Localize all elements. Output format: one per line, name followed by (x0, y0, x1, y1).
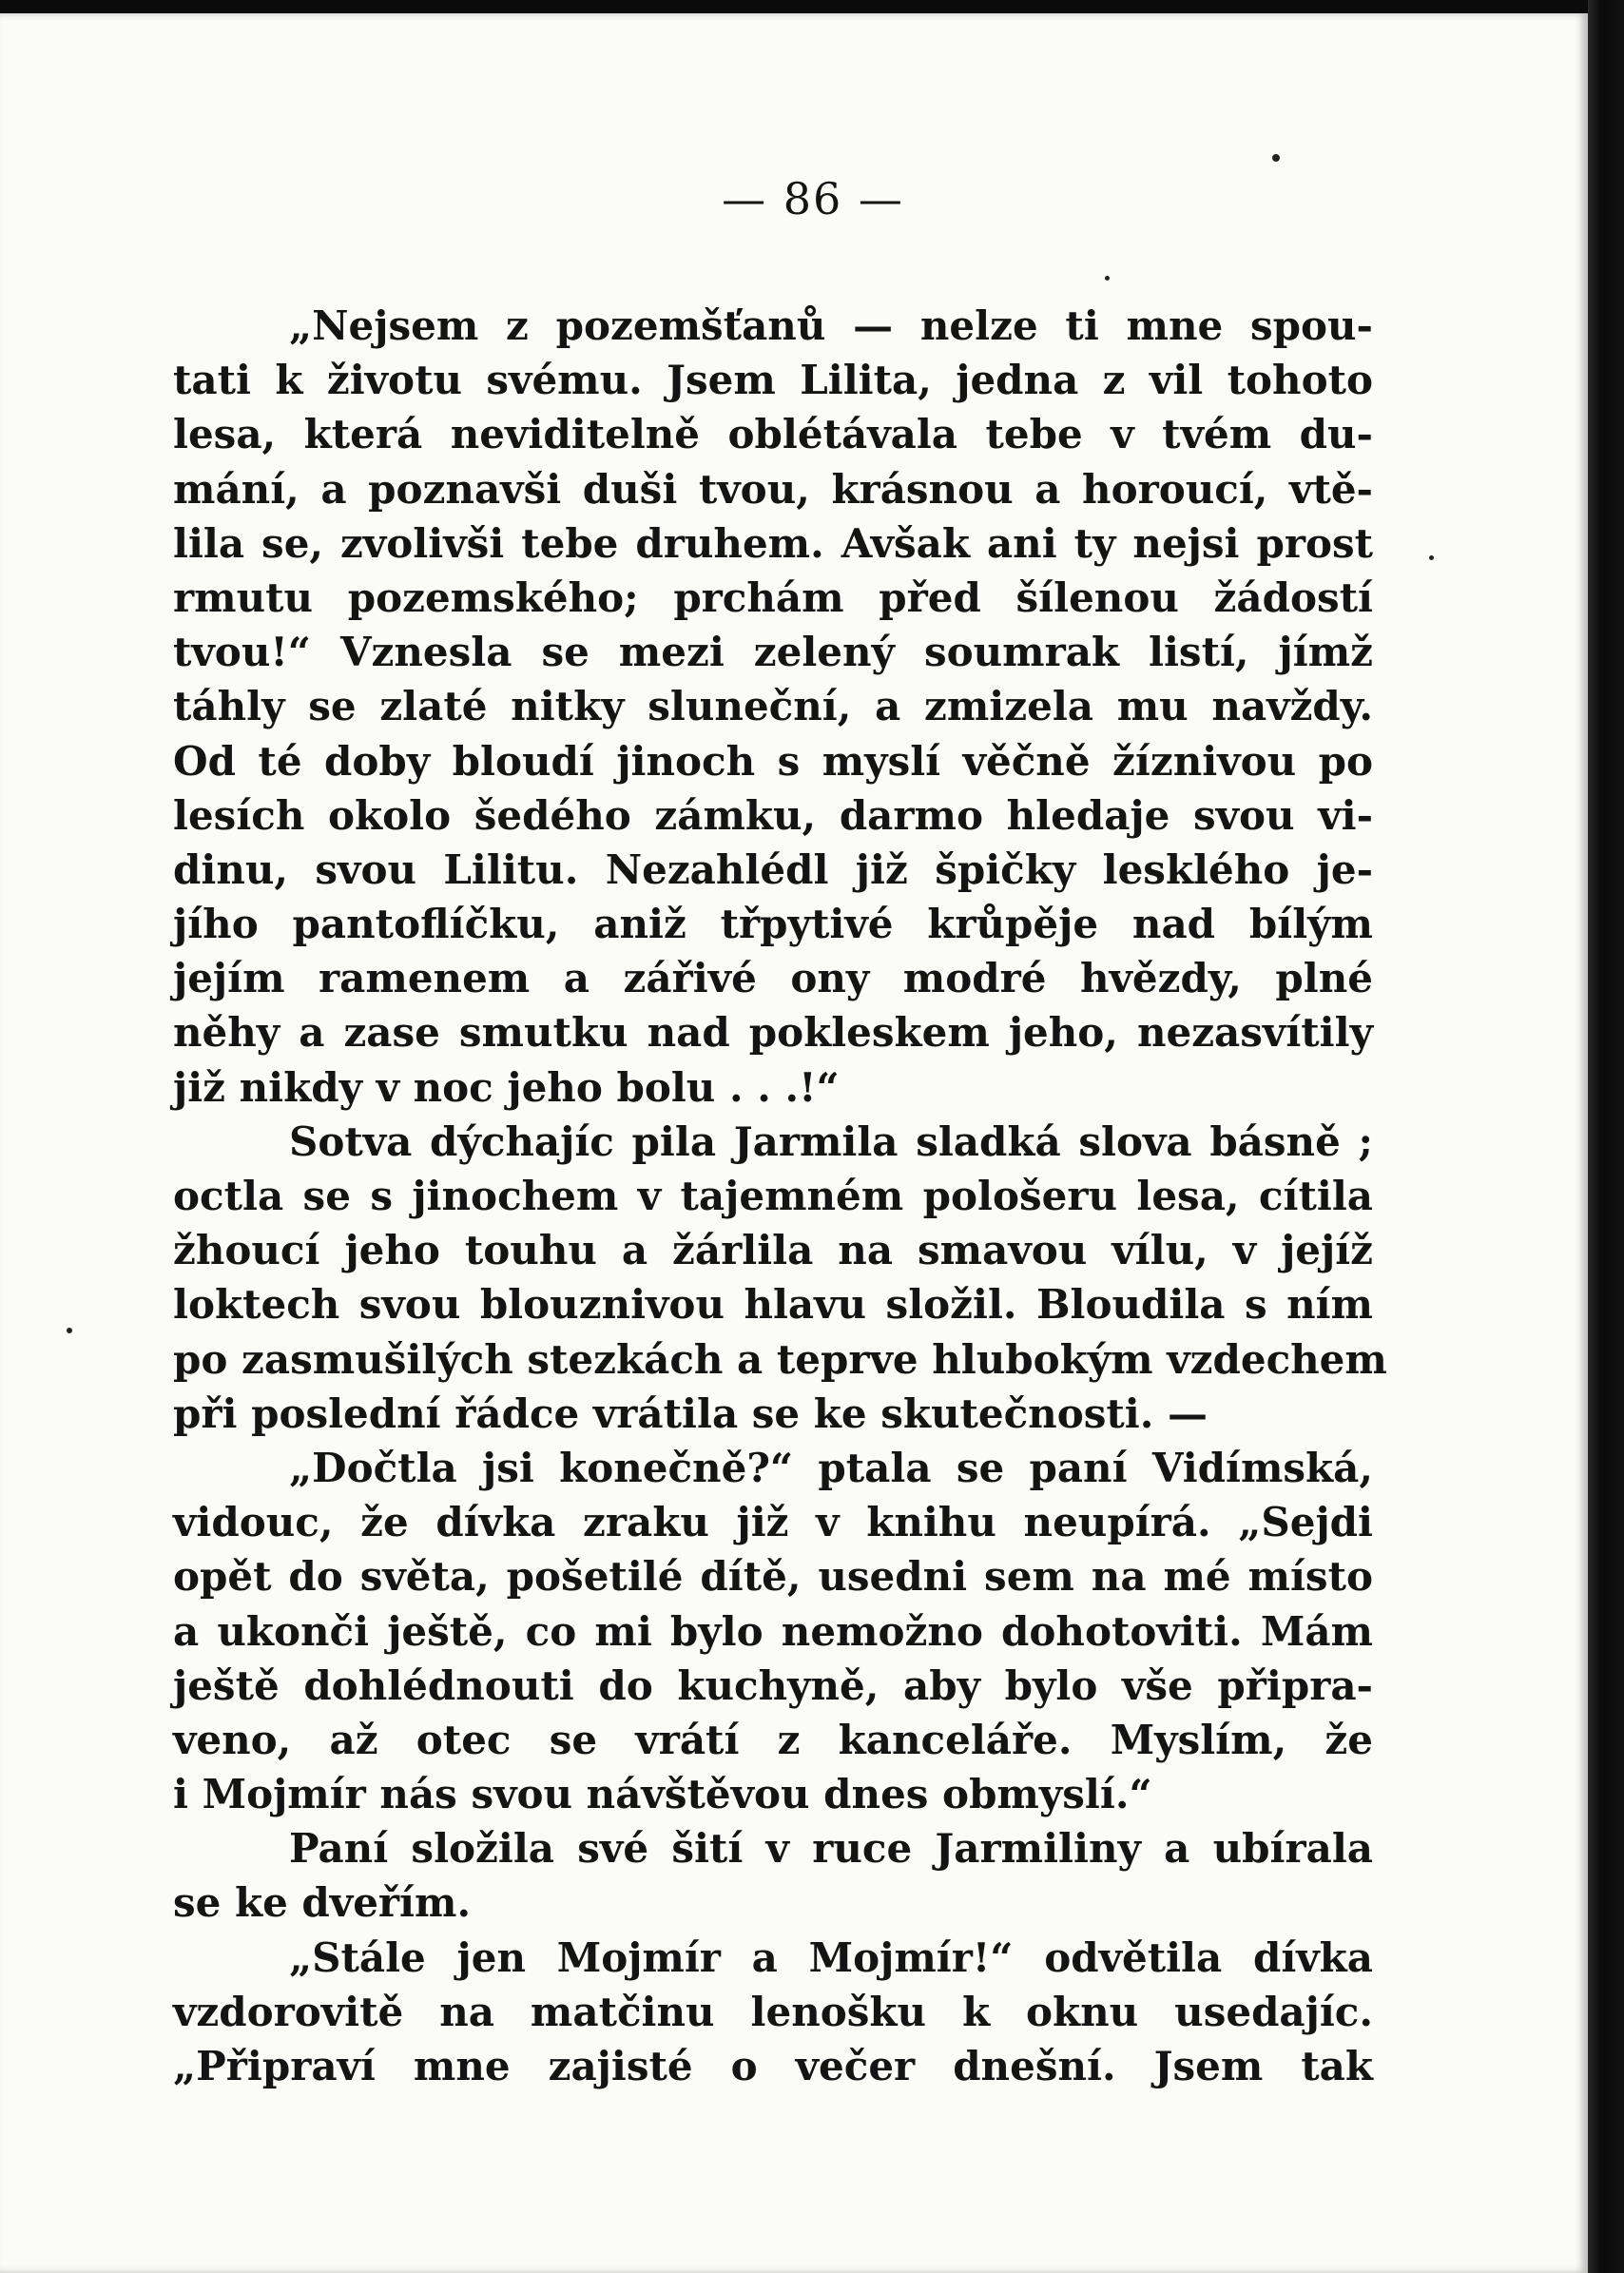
page-number: — 86 — (722, 173, 904, 224)
text-line: po zasmušilých stezkách a teprve hlubokým vzdechem (173, 1335, 1387, 1383)
text-line: lesa, která neviditelně oblétávala tebe v tvém du- (173, 411, 1373, 458)
scan-speck (67, 1328, 72, 1333)
text-line: i Mojmír nás svou návštěvou dnes obmyslí.“ (173, 1771, 1152, 1818)
text-line: tati k životu svému. Jsem Lilita, jedna z vil tohoto (173, 357, 1373, 404)
text-line: lila se, zvolivši tebe druhem. Avšak ani ty nejsi prost (173, 519, 1373, 567)
page-text (173, 299, 1387, 2093)
text-line: lesích okolo šedého zámku, darmo hledaje svou vi- (173, 791, 1373, 839)
text-line: mání, a poznavši duši tvou, krásnou a horoucí, vtě- (173, 465, 1373, 513)
text-line: při poslední řádce vrátila se ke skutečnosti. — (173, 1389, 1208, 1437)
text-line: žhoucí jeho touhu a žárlila na smavou vílu, v jejíž (173, 1227, 1373, 1274)
text-line: octla se s jinochem v tajemném pološeru lesa, cítila (173, 1173, 1373, 1219)
text-line: „Připraví mne zajisté o večer dnešní. Jsem tak (173, 2043, 1373, 2089)
text-line: rmutu pozemského; prchám před šílenou žádostí (173, 573, 1373, 621)
text-line: ještě dohlédnouti do kuchyně, aby bylo vše připra- (173, 1661, 1373, 1709)
text-line: jejím ramenem a zářivé ony modré hvězdy, plné (173, 955, 1373, 1002)
text-line: něhy a zase smutku nad pokleskem jeho, nezasvítily (173, 1009, 1373, 1057)
scan-speck (1105, 276, 1110, 281)
text-line: „Stále jen Mojmír a Mojmír!“ odvětila dívka (289, 1933, 1373, 1981)
text-line: se ke dveřím. (173, 1879, 472, 1927)
text-line: již nikdy v noc jeho bolu . . .!“ (173, 1063, 840, 1111)
scan-speck (1429, 555, 1434, 560)
scan-speck (1272, 154, 1280, 162)
book-page (0, 13, 1588, 2273)
text-line: jího pantoflíčku, aniž třpytivé krůpěje nad bílým (173, 901, 1373, 948)
text-line: tvou!“ Vznesla se mezi zelený soumrak listí, jímž (173, 629, 1373, 676)
text-line: „Dočtla jsi konečně?“ ptala se paní Vidímská, (289, 1444, 1373, 1491)
text-line: vzdorovitě na matčinu lenošku k oknu usedajíc. (173, 1988, 1373, 2035)
text-line: loktech svou blouznivou hlavu složil. Bloudila s ním (173, 1281, 1373, 1329)
text-line: veno, až otec se vrátí z kanceláře. Myslím, že (173, 1716, 1373, 1763)
text-line: táhly se zlaté nitky sluneční, a zmizela mu navždy. (173, 683, 1373, 730)
text-line: a ukonči ještě, co mi bylo nemožno dohotoviti. Mám (173, 1607, 1373, 1655)
scan-edge (1588, 0, 1624, 2273)
text-line: „Nejsem z pozemšťanů — nelze ti mne spou- (289, 302, 1373, 349)
text-line: Sotva dýchajíc pila Jarmila sladká slova básně ; (289, 1117, 1373, 1165)
text-line: vidouc, že dívka zraku již v knihu neupírá. „Sejdi (173, 1499, 1373, 1546)
text-line: Od té doby bloudí jinoch s myslí věčně žíznivou po (173, 737, 1373, 785)
text-line: dinu, svou Lilitu. Nezahlédl již špičky lesklého je- (173, 845, 1373, 893)
text-line: opět do světa, pošetilé dítě, usedni sem na mé místo (173, 1553, 1373, 1601)
text-line: Paní složila své šití v ruce Jarmiliny a ubírala (289, 1825, 1373, 1873)
